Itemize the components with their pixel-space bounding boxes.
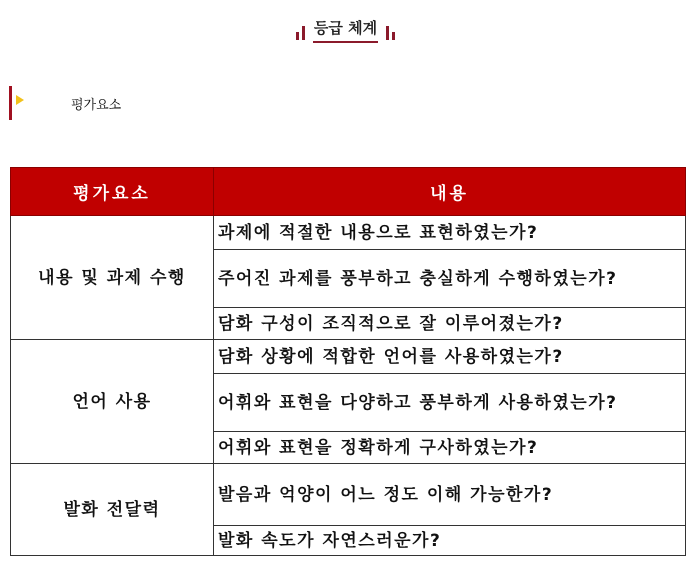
left-bar-short: [296, 32, 299, 40]
item-cell: 어휘와 표현을 다양하고 풍부하게 사용하였는가?: [214, 374, 686, 432]
item-cell: 주어진 과제를 풍부하고 충실하게 수행하였는가?: [214, 250, 686, 308]
page-title-bar: [0, 14, 691, 44]
right-bar-short: [392, 32, 395, 40]
section-rule: [9, 86, 12, 120]
item-cell: 발음과 억양이 어느 정도 이해 가능한가?: [214, 464, 686, 526]
header-content: 내용: [214, 168, 686, 216]
header-evaluation-factor: 평가요소: [11, 168, 214, 216]
table-header-row: [11, 168, 686, 216]
item-cell: 어휘와 표현을 정확하게 구사하였는가?: [214, 432, 686, 464]
category-cell: 언어 사용: [11, 340, 214, 464]
left-bar-tall: [302, 26, 305, 40]
item-cell: 발화 속도가 자연스러운가?: [214, 526, 686, 556]
item-cell: 담화 구성이 조직적으로 잘 이루어졌는가?: [214, 308, 686, 340]
section-label: 평가요소: [71, 97, 122, 113]
page-title: 등급 체계: [313, 15, 378, 43]
title-right-bars: [386, 18, 395, 40]
title-left-bars: [296, 18, 305, 40]
table-row: [11, 340, 686, 374]
right-bar-tall: [386, 26, 389, 40]
grading-table: [10, 167, 686, 556]
table-row: [11, 216, 686, 250]
category-cell: 내용 및 과제 수행: [11, 216, 214, 340]
item-cell: 과제에 적절한 내용으로 표현하였는가?: [214, 216, 686, 250]
category-cell: 발화 전달력: [11, 464, 214, 556]
triangle-bullet-icon: [16, 95, 24, 105]
section-heading: [9, 86, 309, 120]
table-row: [11, 464, 686, 526]
item-cell: 담화 상황에 적합한 언어를 사용하였는가?: [214, 340, 686, 374]
